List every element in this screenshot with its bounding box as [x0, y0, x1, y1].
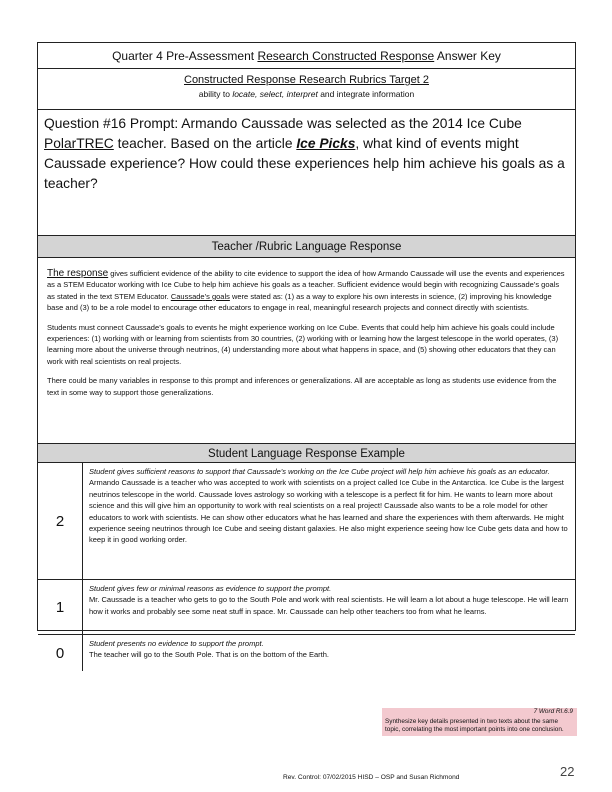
question-text-c: , what kind of events might Caussade experience? How could these experiences help him achieve his goals as a teacher? — [44, 136, 565, 191]
score-example: Mr. Caussade is a teacher who gets to go to the South Pole and work with real scientists. He will learn a lot about a huge telescope. He will learn how it works and probably see some neat stuff in space. Mr. Caussade can help other teachers too from what he learns. — [89, 595, 569, 616]
teacher-p1a: gives sufficient evidence of the ability to cite evidence to support the idea of how Armando Caussade will use the events and experiences as a STEM Educator working with Ice Cube to help him achieve his goals as a teacher. Sufficient evidence would begin with recognizing Caussade’s goals as stated in the text STEM Educator. — [47, 269, 565, 301]
page-title — [38, 43, 575, 69]
score-example: The teacher will go to the South Pole. That is on the bottom of the Earth. — [89, 650, 330, 660]
score-value: 1 — [38, 580, 83, 634]
rubric-subtitle-prefix: ability to — [198, 89, 233, 99]
score-content — [83, 463, 575, 579]
question-prompt — [38, 110, 575, 236]
teacher-paragraph-1 — [47, 268, 567, 314]
score-criterion: Student gives few or minimal reasons as evidence to support the prompt. — [89, 584, 332, 593]
rubric-subtitle-italic: locate, select, interpret — [232, 89, 318, 99]
rubric-header — [38, 69, 575, 110]
score-value: 0 — [38, 635, 83, 671]
teacher-paragraph-2: Students must connect Caussade’s goals to events he might experience working on Ice Cube. Events that could help him achieve his goals could include experiences: (1) working with or learning from scientists from 30 countries, (2) working with or learning how the largest telescope in the world operates, (3) learning more about the universe through neutrinos, (4) understanding more about what happens in space, and (5) showing other educators that they can work with real scientists on real projects. — [47, 322, 559, 366]
teacher-response — [38, 258, 575, 437]
article-title: Ice Picks — [296, 136, 356, 151]
rubric-title: Constructed Response Research Rubrics Target 2 — [184, 74, 429, 86]
score-content — [83, 580, 575, 634]
title-underlined: Research Constructed Response — [257, 49, 435, 63]
score-content — [83, 635, 575, 671]
answer-key-table — [37, 42, 576, 662]
teacher-lead: The response — [47, 268, 109, 279]
student-section-heading: Student Language Response Example — [38, 443, 575, 463]
title-before: Quarter 4 Pre-Assessment — [112, 49, 258, 63]
score-criterion: Student gives sufficient reasons to support that Caussade’s working on the Ice Cube project will help him achieve his goals as an educator. — [89, 467, 550, 476]
standard-note — [382, 708, 577, 748]
score-row — [38, 463, 575, 580]
question-text-a: Armando Caussade was selected as the 2014 Ice Cube — [178, 116, 522, 131]
score-criterion: Student presents no evidence to support the prompt. — [89, 639, 264, 648]
rubric-subtitle-suffix: and integrate information — [317, 89, 415, 99]
score-row — [38, 635, 575, 671]
question-label: Question #16 Prompt: — [44, 116, 179, 131]
teacher-p1b: were stated as: (1) as a way to explore his own interests in science, (2) improving his knowledge base and (3) to be a role model to encourage other educators to engage in real, meaningful research projects and connect directly with scientists. — [47, 291, 552, 313]
score-value: 2 — [38, 463, 83, 579]
standard-code: 7 Word RI.6.9 — [382, 708, 577, 717]
page-number: 22 — [560, 764, 575, 779]
question-text-b: teacher. Based on the article — [113, 136, 297, 151]
standard-text: Synthesize key details presented in two texts about the same topic, correlating the most important points into one conclusion. — [382, 717, 577, 736]
title-after: Answer Key — [434, 49, 501, 63]
polartrec-word: PolarTREC — [44, 136, 114, 151]
teacher-section-heading: Teacher /Rubric Language Response — [38, 236, 575, 258]
revision-footer: Rev. Control: 07/02/2015 HISD – OSP and Susan Richmond — [283, 774, 460, 781]
score-row — [38, 580, 575, 635]
score-example: Armando Caussade is a teacher who was accepted to work with scientists on a project called Ice Cube in the Antarctica. Ice Cube is the largest neutrinos telescope in the world. Caussade loves astrology so working with a telescope is a perfect fit for him. He wants to learn more about science and this will give him an opportunity to work with real scientists on a real project! Caussade also wants to be a role model for other educators to work with scientists. He can show other educators what he has learned and share the experiences with them afterwards. He might experience seeing neutrinos through Ice Cube and seeing distant galaxies. He also might experience seeing how Ice Cube gets data and how to keep it in good working order. — [89, 478, 568, 545]
teacher-paragraph-3: There could be many variables in response to this prompt and inferences or generalizations. All are acceptable as long as students use evidence from the text in some way to support those generalizations. — [47, 376, 557, 397]
rubric-subtitle — [38, 89, 575, 99]
teacher-goals-label: Caussade’s goals — [170, 291, 230, 301]
